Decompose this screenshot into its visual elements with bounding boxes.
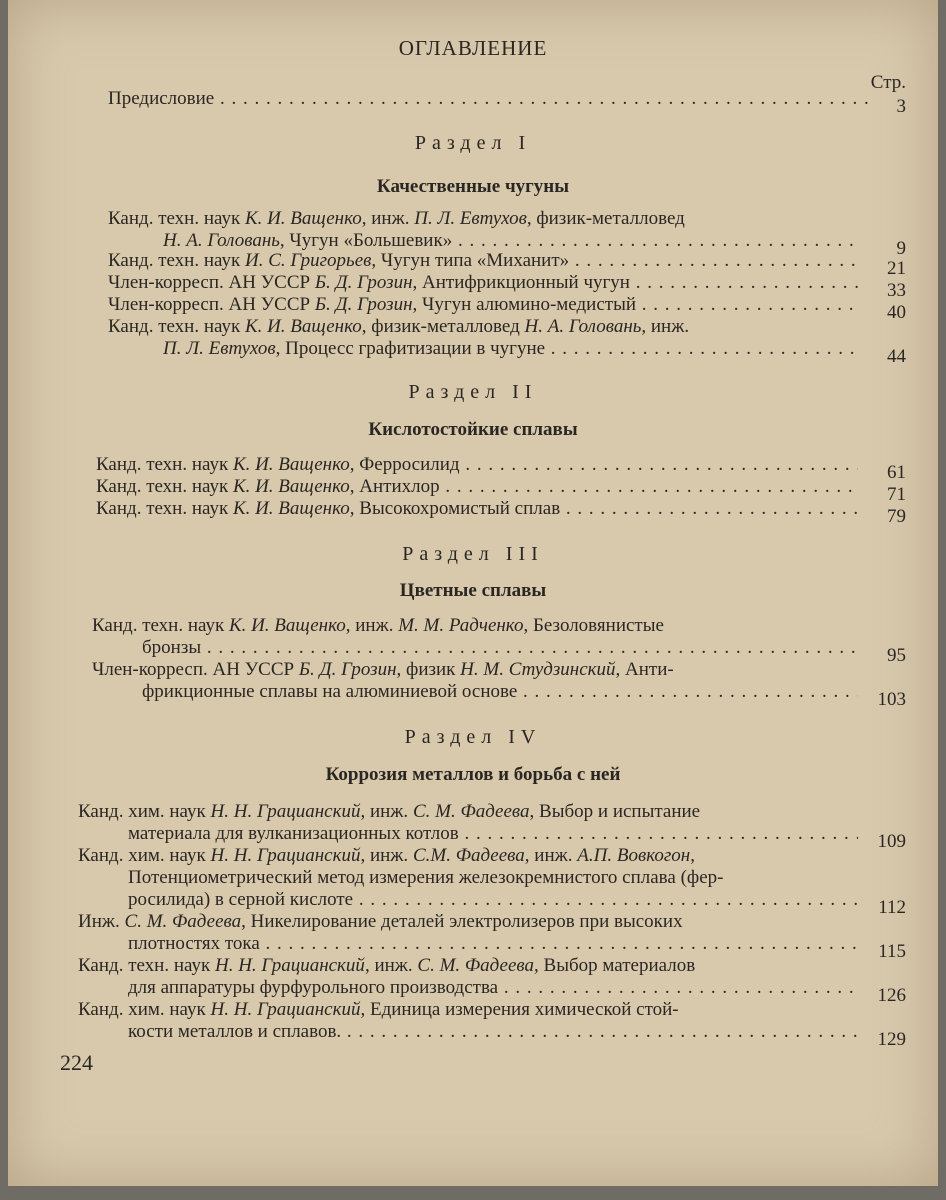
- author-name: К. И. Ващенко: [232, 498, 350, 519]
- entry-text: , Чугун алюмино-медистый: [412, 294, 636, 315]
- entry-text: Член-корресп. АН УССР: [108, 294, 315, 315]
- entry-line: [142, 681, 858, 703]
- toc-entry[interactable]: [8, 498, 938, 527]
- section-heading: Раздел I: [414, 132, 532, 154]
- entry-text: , физик-металловед: [526, 208, 685, 229]
- entry-text: Канд. техн. наук: [96, 476, 233, 497]
- entry-text: , физик: [396, 659, 461, 680]
- section-title: Кислотостойкие сплавы: [368, 419, 578, 440]
- page-number: 224: [60, 1050, 93, 1075]
- entry-line: [128, 933, 858, 955]
- entry-text: Член-корресп. АН УССР: [92, 659, 299, 680]
- entry-text: Канд. техн. наук: [108, 316, 245, 337]
- author-name: М. М. Радченко: [398, 615, 524, 636]
- pages-column-label: Стр.: [870, 72, 906, 93]
- toc-entry[interactable]: [8, 845, 938, 918]
- author-name: П. Л. Евтухов: [414, 208, 527, 229]
- toc-entry[interactable]: [8, 272, 938, 301]
- entry-text: фрикционные сплавы на алюминиевой основе: [142, 681, 518, 702]
- author-name: К. И. Ващенко: [244, 316, 362, 337]
- entry-text: , инж.: [360, 845, 413, 866]
- author-name: Н. Н. Грацианский: [210, 845, 361, 866]
- section-title: Цветные сплавы: [399, 580, 547, 601]
- entry-text: Канд. техн. наук: [108, 250, 245, 271]
- author-name: Б. Д. Грозин: [314, 294, 413, 315]
- entry-line: [96, 454, 858, 476]
- entry-text: , инж.: [361, 208, 415, 229]
- entry-text: материала для вулканизационных котлов: [128, 823, 459, 844]
- entry-line: [78, 955, 858, 977]
- toc-entry[interactable]: [8, 294, 938, 323]
- author-name: Н. Н. Грацианский: [210, 801, 361, 822]
- section-title: Коррозия металлов и борьба с ней: [325, 764, 621, 785]
- entry-text: Канд. техн. наук: [78, 955, 215, 976]
- entry-page-number: 71: [887, 484, 906, 505]
- entry-text: , инж.: [345, 615, 399, 636]
- entry-text: Канд. хим. наук: [78, 801, 211, 822]
- entry-line: [78, 845, 858, 867]
- entry-page-number: 79: [887, 506, 906, 527]
- author-name: А.П. Вовкогон: [577, 845, 691, 866]
- entry-text: , Процесс графитизации в чугуне: [275, 338, 546, 359]
- entry-text: , Анти-: [615, 659, 674, 680]
- entry-text: Канд. хим. наук: [78, 845, 211, 866]
- author-name: П. Л. Евтухов: [163, 338, 276, 359]
- author-name: Н. М. Студзинский: [460, 659, 616, 680]
- author-name: Н. А. Головань: [524, 316, 642, 337]
- author-name: К. И. Ващенко: [232, 454, 350, 475]
- entry-page-number: 61: [887, 462, 906, 483]
- book-page: [8, 0, 938, 1186]
- entry-text: Канд. техн. наук: [108, 208, 245, 229]
- entry-text: , Чугун «Большевик»: [279, 230, 453, 251]
- entry-text: Канд. техн. наук: [96, 454, 233, 475]
- entry-text: Потенциометрический метод измерения железокремнистого сплава (фер-: [128, 867, 724, 888]
- toc-entry[interactable]: [8, 801, 938, 852]
- preface-line: [108, 88, 868, 110]
- entry-text: , инж.: [364, 955, 418, 976]
- toc-entry[interactable]: [8, 476, 938, 505]
- entry-text: , Ферросилид: [349, 454, 460, 475]
- author-name: И. С. Григорьев: [244, 250, 372, 271]
- entry-line: [78, 801, 858, 823]
- entry-line: [92, 659, 858, 681]
- entry-page-number: 103: [877, 689, 906, 710]
- author-name: С. М. Фадеева: [412, 801, 530, 822]
- author-name: С. М. Фадеева: [417, 955, 535, 976]
- toc-entry[interactable]: [8, 999, 938, 1050]
- preface-text: Предисловие: [108, 88, 215, 109]
- entry-line: [78, 999, 858, 1021]
- author-name: К. И. Ващенко: [244, 208, 362, 229]
- entry-text: , инж.: [360, 801, 413, 822]
- toc-entry[interactable]: [8, 955, 938, 1006]
- page-title: ОГЛАВЛЕНИЕ: [398, 36, 548, 60]
- entry-line: [163, 338, 858, 360]
- author-name: Н. Н. Грацианский: [210, 999, 361, 1020]
- entry-page-number: 115: [878, 941, 906, 962]
- section-heading: Раздел IV: [404, 726, 542, 748]
- toc-entry[interactable]: [8, 615, 938, 666]
- author-name: К. И. Ващенко: [228, 615, 346, 636]
- entry-line: [128, 889, 858, 911]
- section-heading: Раздел III: [402, 543, 544, 565]
- section-title: Качественные чугуны: [376, 176, 570, 197]
- preface-page: 3: [896, 96, 906, 117]
- section-heading: Раздел II: [408, 381, 538, 403]
- entry-text: , Антихлор: [349, 476, 440, 497]
- toc-entry[interactable]: [8, 208, 938, 259]
- entry-text: , инж.: [641, 316, 690, 337]
- author-name: Б. Д. Грозин: [298, 659, 397, 680]
- toc-entry[interactable]: [8, 250, 938, 279]
- entry-line: [142, 637, 858, 659]
- entry-page-number: 44: [887, 346, 906, 367]
- entry-text: Инж.: [78, 911, 125, 932]
- entry-text: Канд. техн. наук: [92, 615, 229, 636]
- entry-line: [163, 230, 858, 252]
- entry-text: плотностях тока: [128, 933, 260, 954]
- entry-text: , Антифрикционный чугун: [412, 272, 630, 293]
- entry-page-number: 21: [887, 258, 906, 279]
- entry-line: [128, 823, 858, 845]
- entry-line: [108, 272, 858, 294]
- author-name: К. И. Ващенко: [232, 476, 350, 497]
- entry-text: ,: [690, 845, 695, 866]
- entry-line: [128, 1021, 858, 1043]
- entry-line: [108, 294, 858, 316]
- entry-line: [108, 316, 858, 338]
- entry-text: , Безоловянистые: [523, 615, 664, 636]
- author-name: Н. А. Головань: [163, 230, 280, 251]
- toc-entry[interactable]: [8, 316, 938, 367]
- author-name: Б. Д. Грозин: [314, 272, 413, 293]
- entry-text: , Выбор материалов: [534, 955, 696, 976]
- entry-text: бронзы: [142, 637, 202, 658]
- entry-line: [128, 977, 858, 999]
- entry-line: [108, 208, 858, 230]
- entry-page-number: 9: [896, 238, 906, 259]
- entry-line: [128, 867, 858, 889]
- entry-text: для аппаратуры фурфурольного производства: [128, 977, 499, 998]
- entry-line: [96, 476, 858, 498]
- entry-page-number: 40: [887, 302, 906, 323]
- entry-text: , Чугун типа «Миханит»: [371, 250, 570, 271]
- entry-page-number: 109: [877, 831, 906, 852]
- entry-text: кости металлов и сплавов.: [128, 1021, 342, 1042]
- entry-page-number: 126: [877, 985, 906, 1006]
- entry-text: Член-корресп. АН УССР: [108, 272, 315, 293]
- entry-text: , инж.: [524, 845, 578, 866]
- entry-text: , Выбор и испытание: [529, 801, 701, 822]
- entry-page-number: 129: [877, 1029, 906, 1050]
- entry-line: [92, 615, 858, 637]
- entry-line: [78, 911, 858, 933]
- author-name: Н. Н. Грацианский: [214, 955, 365, 976]
- toc-entry[interactable]: [8, 454, 938, 483]
- entry-line: [96, 498, 858, 520]
- author-name: С.М. Фадеева: [412, 845, 525, 866]
- author-name: С. М. Фадеева: [124, 911, 242, 932]
- entry-text: росилида) в серной кислоте: [128, 889, 354, 910]
- entry-page-number: 95: [887, 645, 906, 666]
- toc-entry[interactable]: [8, 911, 938, 962]
- entry-text: , Единица измерения химической стой-: [360, 999, 679, 1020]
- entry-line: [108, 250, 858, 272]
- entry-text: , Высокохромистый сплав: [349, 498, 561, 519]
- entry-text: Канд. техн. наук: [96, 498, 233, 519]
- toc-entry[interactable]: [8, 659, 938, 710]
- entry-text: , физик-металловед: [361, 316, 525, 337]
- entry-page-number: 33: [887, 280, 906, 301]
- entry-text: , Никелирование деталей электролизеров при высоких: [241, 911, 683, 932]
- entry-page-number: 112: [878, 897, 906, 918]
- entry-text: Канд. хим. наук: [78, 999, 211, 1020]
